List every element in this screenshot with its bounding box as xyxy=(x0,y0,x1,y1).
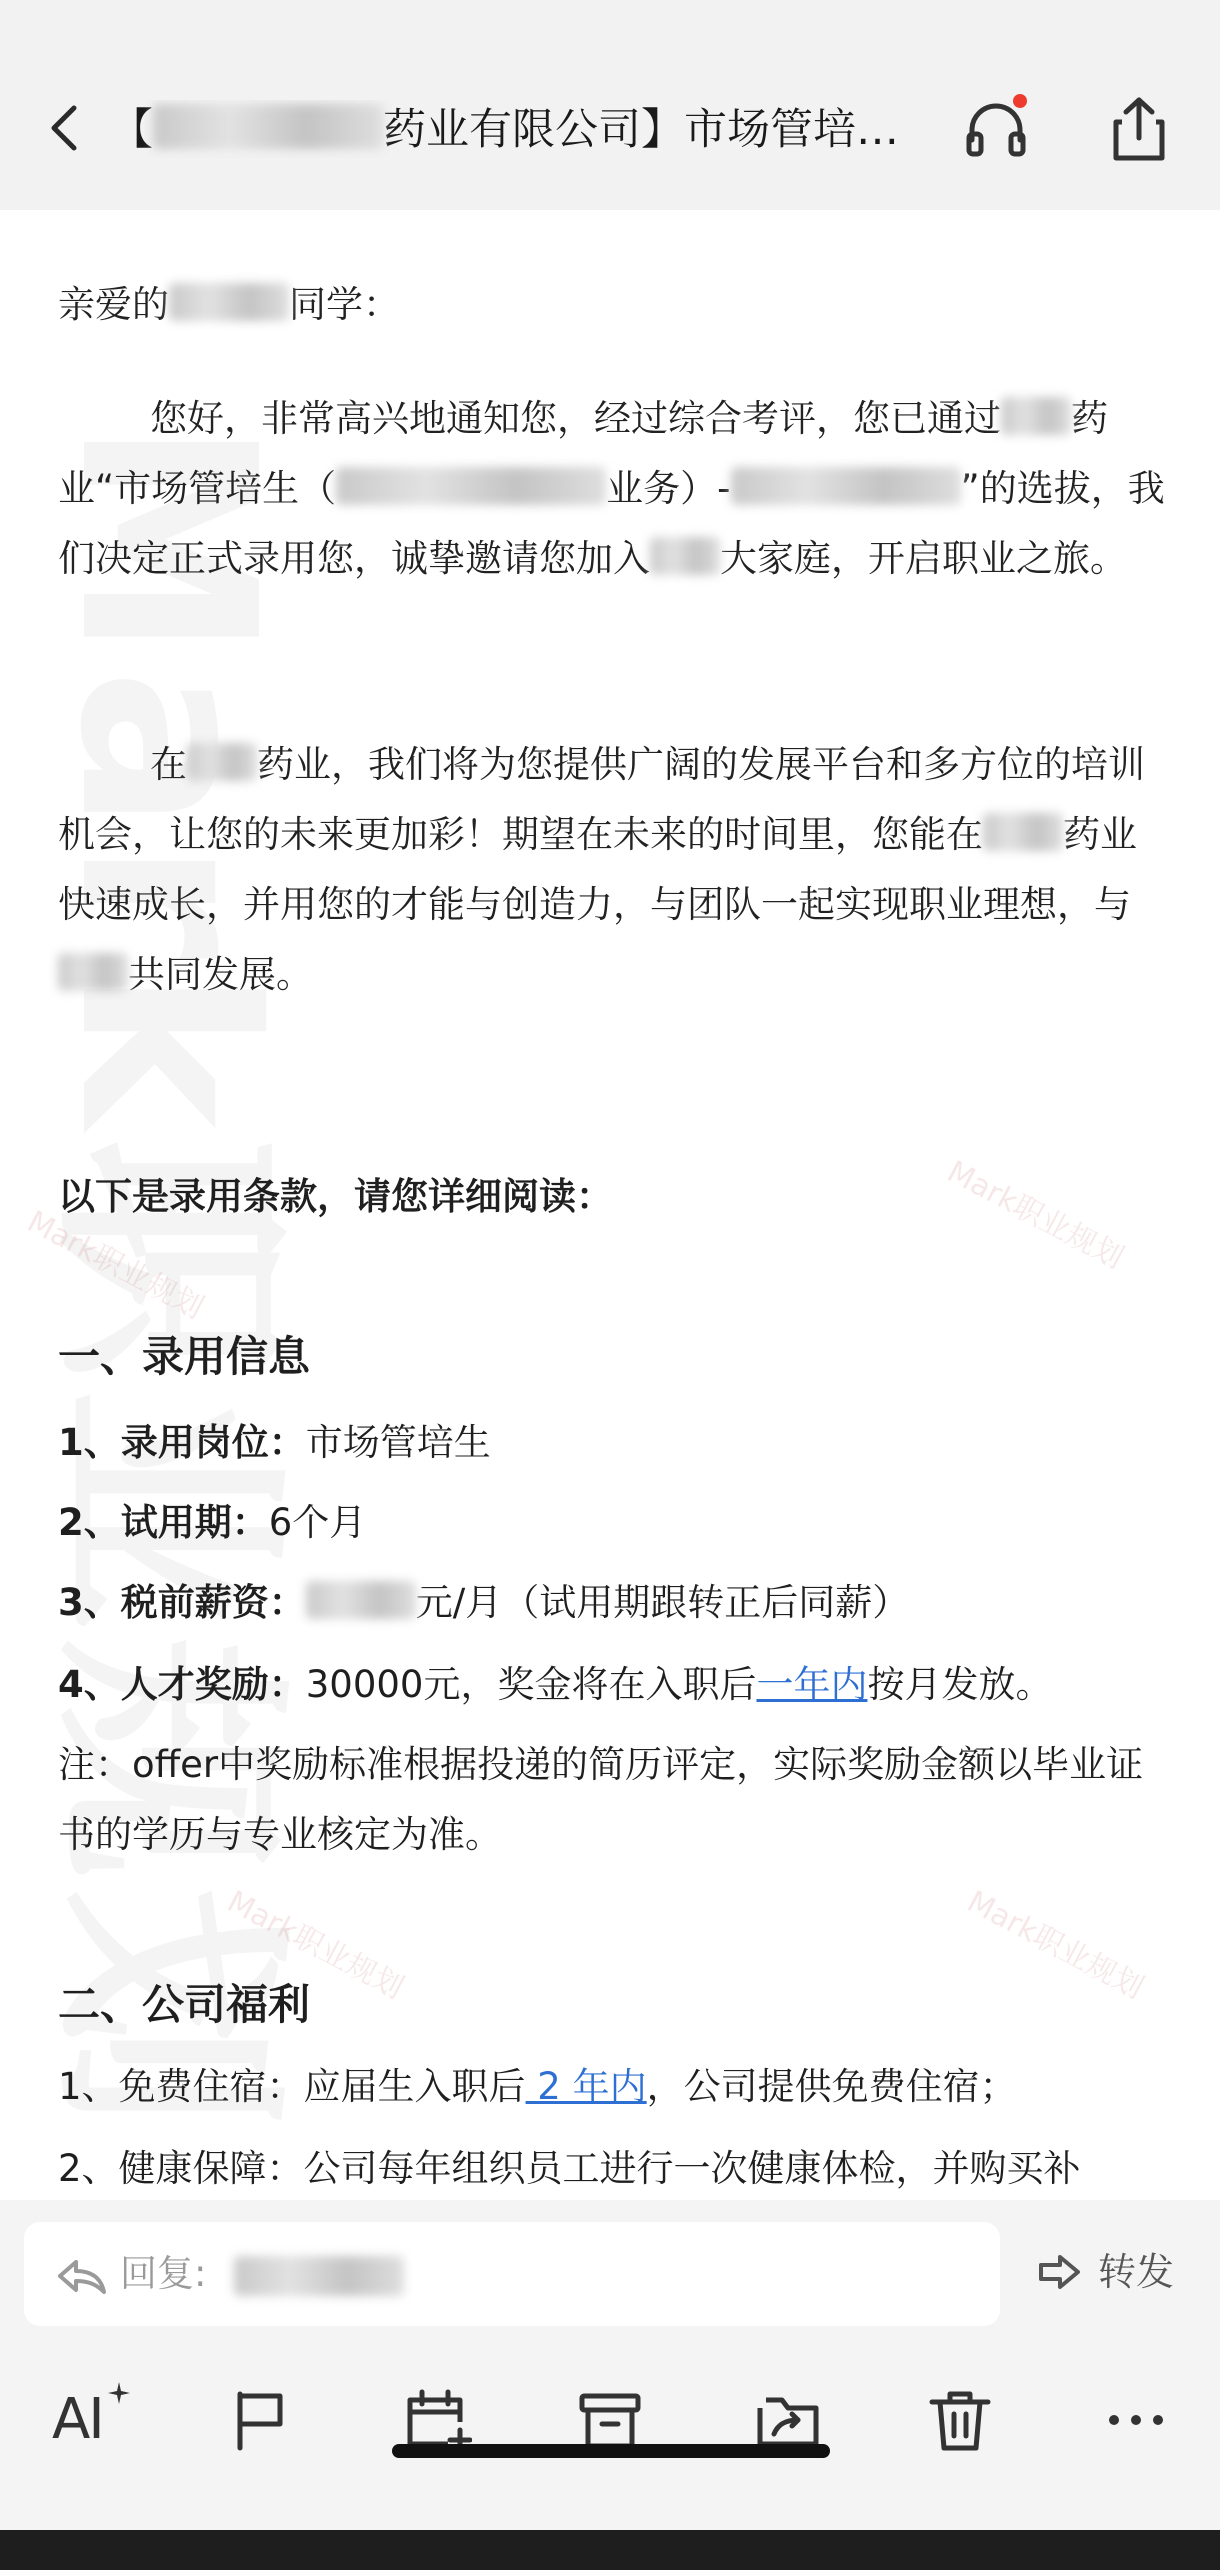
sparkle-icon xyxy=(108,2382,130,2404)
forward-label: 转发 xyxy=(1098,2250,1175,2294)
item-label: 2、试用期： xyxy=(58,1501,269,1544)
more-button[interactable] xyxy=(1100,2384,1172,2456)
redacted-company xyxy=(983,813,1063,852)
redacted-name xyxy=(169,283,289,322)
redacted-company xyxy=(58,953,128,992)
subject-prefix: 【 xyxy=(110,105,153,155)
mail-subject xyxy=(110,100,930,160)
redacted-company xyxy=(187,743,257,782)
item-value: 30000元，奖金将在入职后 xyxy=(305,1663,757,1706)
paragraph-text: 药业“市场管培生（ xyxy=(58,397,1108,510)
home-indicator[interactable] xyxy=(392,2444,830,2458)
delete-button[interactable] xyxy=(924,2384,996,2456)
more-icon xyxy=(1100,2384,1172,2456)
list-item xyxy=(58,2052,1168,2122)
watermark-text: Mark职业规划 xyxy=(941,1154,1130,1277)
share-icon xyxy=(1104,92,1174,166)
watermark-text: Mark职业规划 xyxy=(961,1884,1150,2007)
notification-dot xyxy=(1013,94,1027,108)
paragraph-text: 药业快速成长，并用您的才能与创造力，与团队一起实现职业理想，与 xyxy=(58,813,1137,926)
paragraph-text: 在 xyxy=(150,743,187,786)
redacted-company-name xyxy=(153,104,383,149)
bottom-strip xyxy=(0,2530,1220,2570)
list-item xyxy=(58,1650,1168,1720)
paragraph-text: 药业，我们将为您提供广阔的发展平台和多方位的培训机会，让您的未来更加彩！期望在未来的时间里，您能在 xyxy=(58,743,1145,856)
forward-icon xyxy=(1036,2252,1082,2292)
mail-header xyxy=(0,0,1220,210)
redacted-company xyxy=(650,537,720,576)
chevron-left-icon xyxy=(40,98,90,158)
reply-bar xyxy=(0,2200,1220,2330)
back-button[interactable] xyxy=(40,98,90,158)
watermark-text: Mark职业规划 xyxy=(221,1884,410,2007)
item-label: 3、税前薪资： xyxy=(58,1581,306,1624)
list-item xyxy=(58,1488,1168,1558)
paragraph-2 xyxy=(58,730,1168,1010)
paragraph-1 xyxy=(58,384,1168,594)
reply-label: 回复: xyxy=(120,2252,207,2295)
paragraph-text: 大家庭，开启职业之旅。 xyxy=(720,537,1127,580)
paragraph-text: 业务）- xyxy=(606,467,731,510)
item-value: 市场管培生 xyxy=(305,1421,491,1464)
redacted-position xyxy=(731,467,961,506)
forward-button[interactable] xyxy=(1036,2244,1206,2304)
terms-intro: 以下是录用条款，请您详细阅读： xyxy=(58,1175,613,1218)
list-item xyxy=(58,1568,1168,1638)
item-value: 元/月（试用期跟转正后同薪） xyxy=(415,1581,910,1624)
date-link[interactable]: 2 年内 xyxy=(525,2065,647,2108)
redacted-salary xyxy=(306,1581,416,1620)
item-value: 按月发放。 xyxy=(867,1663,1053,1706)
subject-text: 药业有限公司】市场管培… xyxy=(383,105,899,155)
greeting-text: 亲爱的 xyxy=(58,283,169,326)
note-text: 注：offer中奖励标准根据投递的简历评定，实际奖励金额以毕业证书的学历与专业核定为准。 xyxy=(58,1743,1144,1856)
trash-icon xyxy=(924,2384,996,2456)
greeting-text: 同学： xyxy=(289,283,400,326)
item-value: 6个月 xyxy=(268,1501,367,1544)
paragraph-text: 您好，非常高兴地通知您，经过综合考评，您已通过 xyxy=(150,397,1001,440)
flag-button[interactable] xyxy=(224,2384,296,2456)
date-link[interactable]: 一年内 xyxy=(756,1663,868,1706)
paragraph-text: 共同发展。 xyxy=(128,953,313,996)
share-button[interactable] xyxy=(1104,92,1174,166)
list-item xyxy=(58,1408,1168,1478)
redacted-business xyxy=(336,467,606,506)
item-label: 1、录用岗位： xyxy=(58,1421,306,1464)
greeting xyxy=(58,270,1168,340)
ai-button[interactable] xyxy=(52,2382,132,2458)
list-item: 2、健康保障：公司每年组织员工进行一次健康体检，并购买补 xyxy=(58,2147,1081,2190)
reply-input[interactable] xyxy=(24,2222,1000,2326)
redacted-company xyxy=(1001,397,1071,436)
paragraph-text: ”的选拔，我们决定正式录用您，诚挚邀请您加入 xyxy=(58,467,1165,580)
watermark-text: Mark职业规划 xyxy=(21,1204,210,1327)
item-label: 4、人才奖励： xyxy=(58,1663,306,1706)
section-title-employment: 一、录用信息 xyxy=(58,1332,311,1381)
section-title-benefits: 二、公司福利 xyxy=(58,1980,311,2029)
redacted-recipient xyxy=(234,2256,404,2296)
item-value: 1、免费住宿：应届生入职后 xyxy=(58,2065,526,2108)
item-value: ，公司提供免费住宿； xyxy=(646,2065,1017,2108)
reply-icon xyxy=(54,2256,108,2296)
ai-label: AI xyxy=(52,2387,103,2452)
flag-icon xyxy=(224,2384,296,2456)
